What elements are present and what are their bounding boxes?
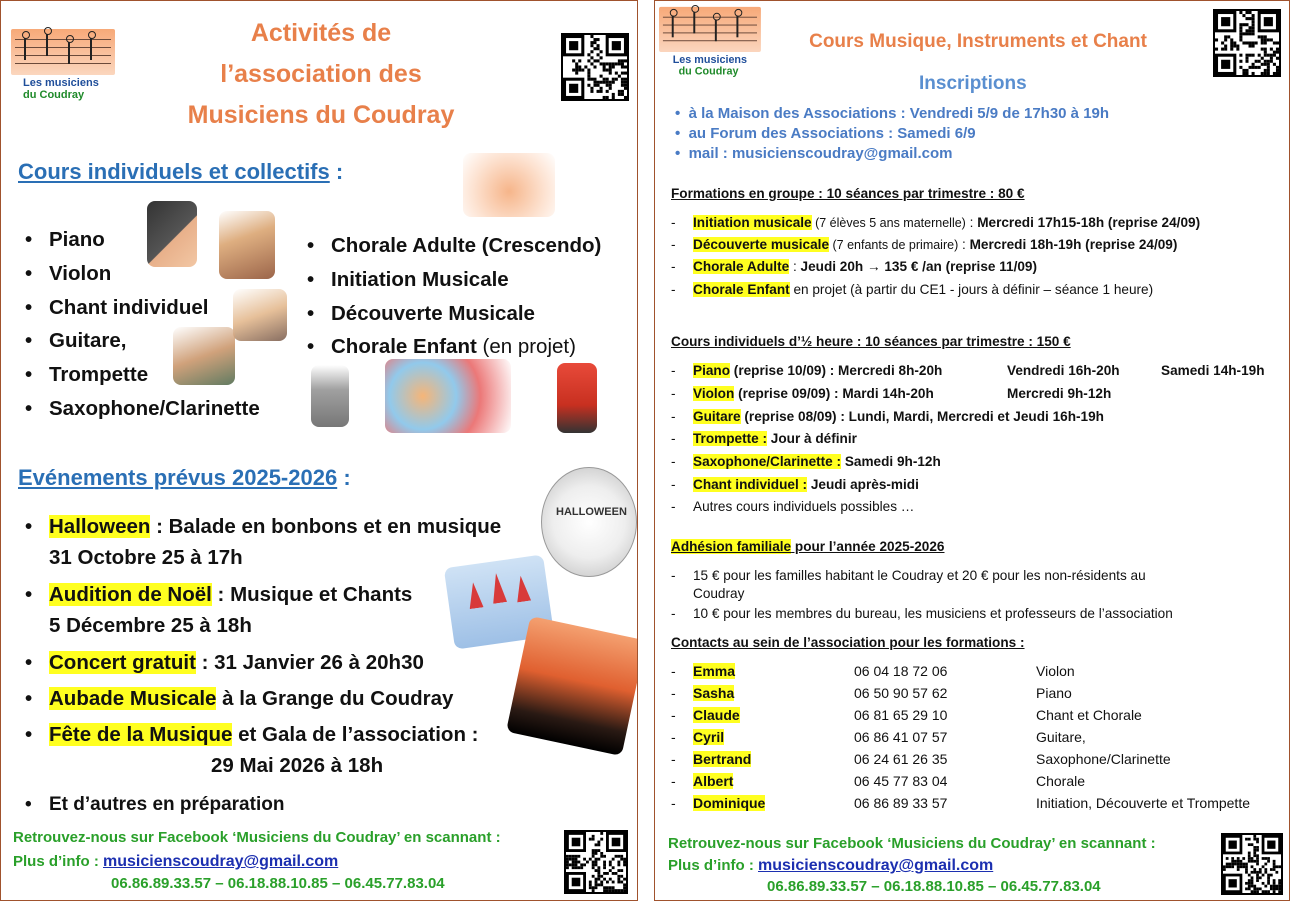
- inscription-item: • mail : musicienscoudray@gmail.com: [675, 145, 953, 162]
- contact-row: - Albert 06 45 77 83 04 Chorale: [671, 773, 1086, 789]
- contact-row: - Emma 06 04 18 72 06 Violon: [671, 663, 1075, 679]
- membership-heading: Adhésion familiale pour l’année 2025-2026: [671, 539, 945, 554]
- course-item: • Violon: [25, 257, 260, 291]
- individual-course-row: - Chant individuel : Jeudi après-midi: [671, 477, 919, 492]
- right-flyer: [654, 0, 1290, 901]
- group-course-row: - Chorale Adulte : Jeudi 20h → 135 € /an (reprise 11/09): [671, 259, 1038, 274]
- course-item: • Chorale Adulte (Crescendo): [307, 229, 601, 263]
- footer-email-link[interactable]: musicienscoudray@gmail.com: [103, 853, 339, 870]
- group-courses-heading: Formations en groupe : 10 séances par trimestre : 80 €: [671, 186, 1025, 201]
- membership-item: - 15 € pour les familles habitant le Coudray et 20 € pour les non-résidents au: [671, 568, 1146, 583]
- membership-item: - 10 € pour les membres du bureau, les musiciens et professeurs de l’association: [671, 606, 1173, 621]
- event-item: • Aubade Musicale à la Grange du Coudray: [25, 683, 501, 719]
- course-item: • Guitare,: [25, 324, 260, 358]
- saxophone-player-illustration: [311, 365, 349, 427]
- footer-facebook-text: Retrouvez-nous sur Facebook ‘Musiciens du Coudray’ en scannant :: [668, 835, 1156, 852]
- events-heading: Evénements prévus 2025-2026 :: [18, 465, 351, 490]
- logo-text-line2: du Coudray: [678, 65, 739, 78]
- group-course-row: - Découverte musicale (7 enfants de primaire) : Mercredi 18h-19h (reprise 24/09): [671, 237, 1178, 252]
- association-logo: [659, 3, 761, 79]
- individual-course-row: - Violon (reprise 09/09) : Mardi 14h-20h Mercredi 9h-12h: [671, 386, 1112, 401]
- logo-text-line1: Les musiciens: [23, 77, 99, 89]
- contact-row: - Cyril 06 86 41 07 57 Guitare,: [671, 729, 1086, 745]
- flyer-title: Cours Musique, Instruments et Chant: [809, 31, 1147, 52]
- inscriptions-title: Inscriptions: [919, 73, 1027, 94]
- contact-row: - Sasha 06 50 90 57 62 Piano: [671, 685, 1072, 701]
- individual-courses-heading: Cours individuels d’½ heure : 10 séances par trimestre : 150 €: [671, 334, 1071, 349]
- footer-phones: 06.86.89.33.57 – 06.18.88.10.85 – 06.45.77.83.04: [767, 878, 1101, 895]
- inscription-item: • à la Maison des Associations : Vendredi 5/9 de 17h30 à 19h: [675, 105, 1110, 122]
- course-item: • Initiation Musicale: [307, 263, 601, 297]
- qr-code-icon: [1213, 9, 1281, 77]
- event-item: • Halloween : Balade en bonbons et en musique 31 Octobre 25 à 17h: [25, 511, 501, 579]
- logo-text-line1: Les musiciens: [672, 53, 748, 66]
- event-item: • Concert gratuit : 31 Janvier 26 à 20h30: [25, 647, 501, 683]
- course-item: • Trompette: [25, 358, 260, 392]
- contact-row: - Bertrand 06 24 61 26 35 Saxophone/Clarinette: [671, 751, 1171, 767]
- qr-code-icon: [1221, 833, 1283, 895]
- courses-list-collective: [307, 229, 601, 364]
- course-item: • Piano: [25, 223, 260, 257]
- courses-list-individual: [25, 223, 260, 426]
- left-flyer: [0, 0, 638, 901]
- course-item: • Chorale Enfant (en projet): [307, 330, 601, 364]
- event-item: • Et d’autres en préparation: [25, 789, 501, 820]
- title-line-3: Musiciens du Coudray: [187, 101, 455, 129]
- course-item: • Découverte Musicale: [307, 297, 601, 331]
- event-item: • Audition de Noël : Musique et Chants 5 Décembre 25 à 18h: [25, 579, 501, 647]
- membership-item-cont: Coudray: [693, 586, 745, 601]
- concert-illustration: [506, 616, 638, 756]
- contacts-heading: Contacts au sein de l’association pour les formations :: [671, 635, 1025, 650]
- contact-row: - Dominique 06 86 89 33 57 Initiation, Découverte et Trompette: [671, 795, 1250, 811]
- qr-code-icon: [561, 33, 629, 101]
- course-item: • Chant individuel: [25, 291, 260, 325]
- group-course-row: - Chorale Enfant en projet (à partir du CE1 - jours à définir – séance 1 heure): [671, 282, 1154, 297]
- trumpet-player-illustration: [557, 363, 597, 433]
- qr-code-icon: [564, 830, 628, 894]
- association-logo: [11, 25, 115, 103]
- footer-info-line: Plus d’info : musicienscoudray@gmail.com: [668, 857, 994, 874]
- individual-course-row: - Trompette : Jour à définir: [671, 431, 857, 446]
- course-item: • Saxophone/Clarinette: [25, 392, 260, 426]
- title-line-1: Activités de: [250, 19, 392, 47]
- events-list: [25, 511, 501, 820]
- group-course-row: - Initiation musicale (7 élèves 5 ans maternelle) : Mercredi 17h15-18h (reprise 24/09): [671, 215, 1201, 230]
- contact-row: - Claude 06 81 65 29 10 Chant et Chorale: [671, 707, 1142, 723]
- flyer-title: [151, 13, 491, 136]
- logo-text-line2: du Coudray: [23, 89, 85, 101]
- title-line-2: l’association des: [220, 60, 422, 88]
- footer-facebook-text: Retrouvez-nous sur Facebook ‘Musiciens du Coudray’ en scannant :: [13, 829, 501, 846]
- choir-illustration: [463, 153, 555, 217]
- individual-course-row: - Piano (reprise 10/09) : Mercredi 8h-20h Vendredi 16h-20h Samedi 14h-19h: [671, 363, 1265, 378]
- event-item: • Fête de la Musique et Gala de l’association : 29 Mai 2026 à 18h: [25, 719, 501, 789]
- courses-heading: Cours individuels et collectifs :: [18, 159, 344, 184]
- halloween-illustration: HALLOWEEN: [541, 467, 637, 577]
- footer-email-link[interactable]: musicienscoudray@gmail.com: [758, 857, 994, 874]
- individual-course-row: - Autres cours individuels possibles …: [671, 499, 915, 514]
- inscription-item: • au Forum des Associations : Samedi 6/9: [675, 125, 976, 142]
- individual-course-row: - Guitare (reprise 08/09) : Lundi, Mardi, Mercredi et Jeudi 16h-19h: [671, 409, 1104, 424]
- footer-info-line: Plus d’info : musicienscoudray@gmail.com: [13, 853, 339, 870]
- individual-course-row: - Saxophone/Clarinette : Samedi 9h-12h: [671, 454, 941, 469]
- footer-phones: 06.86.89.33.57 – 06.18.88.10.85 – 06.45.77.83.04: [111, 875, 445, 892]
- music-kids-illustration: [385, 359, 511, 433]
